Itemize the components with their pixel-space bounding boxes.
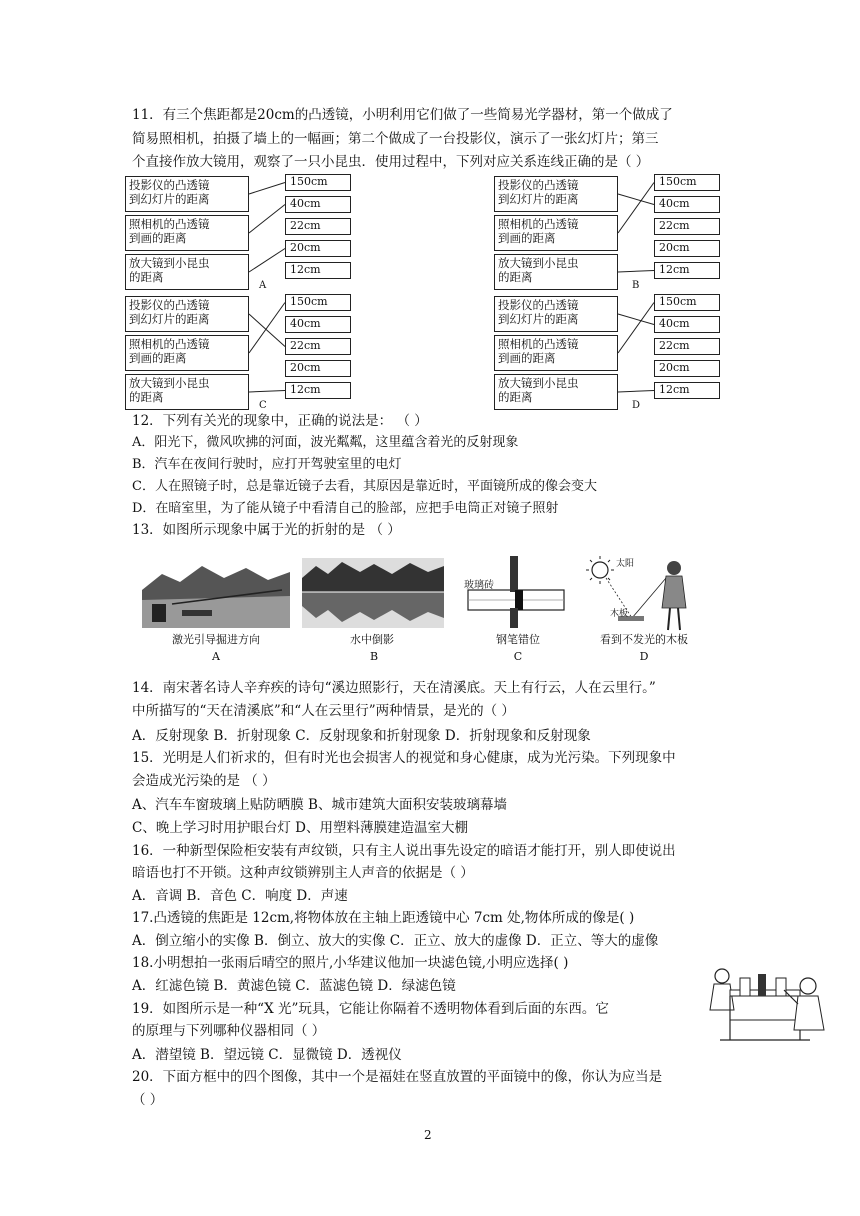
q16-line-2: 暗语也打不开锁。这种声纹锁辨别主人声音的依据是（ ） (132, 865, 474, 881)
q13-picture-b (302, 558, 444, 628)
q11-value-box: 12cm (285, 262, 351, 279)
q17-options: A．倒立缩小的实像 B．倒立、放大的实像 C．正立、放大的虚像 D．正立、等大的虚像 (132, 933, 659, 949)
q11-diagram-d (494, 296, 734, 414)
q20-line-2: （ ） (132, 1092, 164, 1108)
q11-connection-line (618, 183, 654, 234)
q11-value-box: 12cm (654, 382, 720, 399)
q12-option-a: A．阳光下，微风吹拂的河面，波光粼粼，这里蕴含着光的反射现象 (132, 435, 519, 450)
q11-left-label: 放大镜到小昆虫 的距离 (125, 374, 249, 410)
q13-letter-b: B (369, 650, 379, 663)
q11-value-box: 40cm (654, 316, 720, 333)
q19-options: A．潜望镜 B．望远镜 C．显微镜 D．透视仪 (132, 1047, 402, 1063)
q14-line-2: 中所描写的“天在清溪底”和“人在云里行”两种情景，是光的（ ） (132, 703, 515, 719)
q11-left-label: 照相机的凸透镜 到画的距离 (494, 215, 618, 251)
q13-caption-a: 激光引导掘进方向 (172, 633, 260, 646)
q13-stem: 13．如图所示现象中属于光的折射的是 （ ） (132, 522, 401, 538)
q11-line-3: 个直接作放大镜用，观察了一只小昆虫．使用过程中，下列对应关系连线正确的是（ ） (132, 154, 650, 170)
q11-diagram-b (494, 176, 734, 294)
q11-left-label: 照相机的凸透镜 到画的距离 (125, 215, 249, 251)
q12-option-d: D．在暗室里，为了能从镜子中看清自己的脸部，应把手电筒正对镜子照射 (132, 501, 559, 516)
q11-left-label: 放大镜到小昆虫 的距离 (494, 374, 618, 410)
q11-connection-line (249, 205, 285, 234)
q11-value-box: 20cm (285, 360, 351, 377)
q11-value-box: 150cm (654, 174, 720, 191)
q13-board-label: 木板 (610, 609, 629, 619)
q11-option-letter: D (632, 400, 641, 411)
q11-value-box: 150cm (285, 174, 351, 191)
q12-option-c: C．人在照镜子时，总是靠近镜子去看，其原因是靠近时，平面镜所成的像会变大 (132, 479, 597, 494)
q15-line-1: 15．光明是人们祈求的，但有时光也会损害人的视觉和身心健康，成为光污染。下列现象中 (132, 750, 676, 766)
q11-value-box: 12cm (654, 262, 720, 279)
page-number: 2 (424, 1128, 432, 1142)
q11-left-label: 投影仪的凸透镜 到幻灯片的距离 (125, 296, 249, 332)
q13-letter-a: A (212, 650, 220, 663)
q11-left-label: 放大镜到小昆虫 的距离 (125, 254, 249, 290)
q11-value-box: 150cm (654, 294, 720, 311)
q11-left-label: 照相机的凸透镜 到画的距离 (125, 335, 249, 371)
q13-letter-d: D (639, 650, 649, 663)
q11-value-box: 22cm (654, 338, 720, 355)
q15-line-2: 会造成光污染的是 （ ） (132, 773, 276, 789)
q13-picture-a (142, 560, 290, 628)
q11-left-label: 投影仪的凸透镜 到幻灯片的距离 (494, 296, 618, 332)
q16-options: A．音调 B．音色 C．响度 D．声速 (132, 888, 348, 904)
q18-options: A．红滤色镜 B．黄滤色镜 C．蓝滤色镜 D．绿滤色镜 (132, 978, 456, 994)
q13-caption-b: 水中倒影 (350, 633, 394, 646)
q13-caption-c: 钢笔错位 (496, 633, 540, 646)
q11-diagram-a (125, 176, 365, 294)
q19-xray-toy-illustration (700, 960, 830, 1050)
q14-line-1: 14．南宋著名诗人辛弃疾的诗句“溪边照影行，天在清溪底。天上有行云，人在云里行。” (132, 680, 656, 696)
q11-option-letter: C (259, 400, 267, 411)
q11-value-box: 22cm (285, 218, 351, 235)
q11-value-box: 12cm (285, 382, 351, 399)
q19-line-1: 19．如图所示是一种“X 光”玩具，它能让你隔着不透明物体看到后面的东西。它 (132, 1001, 609, 1017)
q11-left-label: 照相机的凸透镜 到画的距离 (494, 335, 618, 371)
q20-line-1: 20．下面方框中的四个图像，其中一个是福娃在竖直放置的平面镜中的像，你认为应当是 (132, 1069, 663, 1085)
q12-stem: 12．下列有关光的现象中，正确的说法是： （ ） (132, 413, 428, 429)
q13-sun-label: 太阳 (616, 559, 635, 569)
q11-connection-line (618, 303, 654, 354)
q11-connection-line (249, 183, 285, 195)
q15-options-cd: C、晚上学习时用护眼台灯 D、用塑料薄膜建造温室大棚 (132, 820, 468, 836)
q11-option-letter: A (259, 280, 267, 291)
q11-left-label: 投影仪的凸透镜 到幻灯片的距离 (494, 176, 618, 212)
q11-value-box: 22cm (654, 218, 720, 235)
q13-picture-d (586, 554, 696, 634)
q11-diagram-c (125, 296, 365, 414)
q11-connection-line (249, 303, 285, 354)
q11-connection-line (618, 271, 654, 273)
q14-options: A．反射现象 B．折射现象 C．反射现象和折射现象 D．折射现象和反射现象 (132, 728, 591, 744)
q11-connection-line (618, 194, 654, 205)
q11-left-label: 放大镜到小昆虫 的距离 (494, 254, 618, 290)
q13-glass-label: 玻璃砖 (464, 580, 494, 591)
q11-value-box: 22cm (285, 338, 351, 355)
q11-value-box: 20cm (654, 360, 720, 377)
q11-connection-line (618, 391, 654, 393)
q11-connection-line (249, 249, 285, 273)
q18-line-1: 18.小明想拍一张雨后晴空的照片,小华建议他加一块滤色镜,小明应选择( ) (132, 955, 569, 971)
q11-connection-line (618, 314, 654, 325)
q11-value-box: 40cm (285, 316, 351, 333)
q19-line-2: 的原理与下列哪种仪器相同（ ） (132, 1023, 326, 1039)
q13-caption-d: 看到不发光的木板 (600, 633, 688, 646)
q11-option-letter: B (632, 280, 640, 291)
q11-connection-line (249, 314, 285, 347)
q11-value-box: 20cm (654, 240, 720, 257)
q11-connection-line (249, 391, 285, 393)
q11-line-2: 简易照相机，拍摄了墙上的一幅画；第二个做成了一台投影仪，演示了一张幻灯片；第三 (132, 131, 659, 147)
q11-value-box: 40cm (654, 196, 720, 213)
q11-value-box: 150cm (285, 294, 351, 311)
q17-line-1: 17.凸透镜的焦距是 12cm,将物体放在主轴上距透镜中心 7cm 处,物体所成的像是( ) (132, 910, 635, 926)
q15-options-ab: A、汽车车窗玻璃上贴防晒膜 B、城市建筑大面积安装玻璃幕墙 (132, 797, 507, 813)
q16-line-1: 16．一种新型保险柜安装有声纹锁，只有主人说出事先设定的暗语才能打开，别人即使说出 (132, 843, 676, 859)
q11-value-box: 20cm (285, 240, 351, 257)
q11-left-label: 投影仪的凸透镜 到幻灯片的距离 (125, 176, 249, 212)
q13-picture-c (462, 556, 572, 630)
q13-letter-c: C (513, 650, 523, 663)
q11-line-1: 11．有三个焦距都是20cm的凸透镜，小明利用它们做了一些简易光学器材，第一个做成了 (132, 107, 673, 123)
q12-option-b: B．汽车在夜间行驶时，应打开驾驶室里的电灯 (132, 457, 402, 472)
q11-value-box: 40cm (285, 196, 351, 213)
